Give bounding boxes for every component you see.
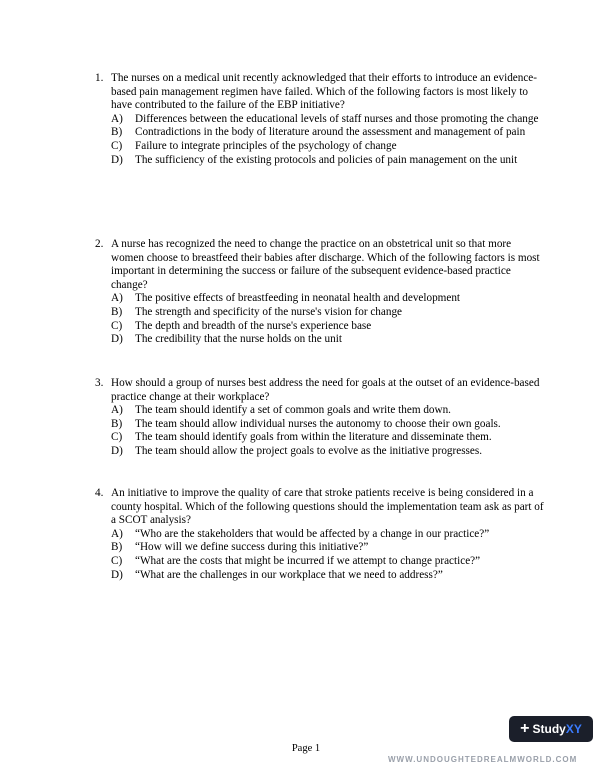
answer-options: [95, 292, 545, 346]
badge-text: Study: [532, 722, 566, 736]
option-b: [95, 541, 545, 555]
option-text: Contradictions in the body of literature around the assessment and management of pain: [135, 126, 526, 139]
option-letter: D): [111, 444, 123, 457]
option-letter: C): [111, 554, 123, 567]
option-text: The team should allow individual nurses the autonomy to choose their own goals.: [135, 417, 501, 430]
option-text: Failure to integrate principles of the psychology of change: [135, 139, 397, 152]
option-letter: B): [111, 305, 123, 318]
option-text: The credibility that the nurse holds on the unit: [135, 333, 342, 346]
answer-options: [95, 528, 545, 582]
option-text: “How will we define success during this initiative?”: [135, 541, 369, 554]
option-letter: A): [111, 292, 123, 305]
question-text: How should a group of nurses best address the need for goals at the outset of an evidence-based practice change at their workplace?: [111, 377, 540, 403]
option-b: [95, 306, 545, 320]
option-letter: C): [111, 319, 123, 332]
question-text: The nurses on a medical unit recently acknowledged that their efforts to introduce an evidence-based pain management regimen have failed. Which of the following factors is most likely to have contributed to the failure of the EBP initiative?: [111, 72, 537, 112]
option-text: The team should allow the project goals to evolve as the initiative progresses.: [135, 444, 483, 457]
option-d: [95, 445, 545, 459]
question-text: A nurse has recognized the need to change the practice on an obstetrical unit so that more women choose to breastfeed their babies after discharge. Which of the following factors is most important in determining the success or failure of the subsequent evidence-based practice change?: [111, 238, 540, 291]
option-text: “What are the challenges in our workplace that we need to address?”: [135, 568, 443, 581]
option-text: The strength and specificity of the nurse's vision for change: [135, 305, 403, 318]
option-c: [95, 431, 545, 445]
option-letter: C): [111, 431, 123, 444]
option-c: [95, 320, 545, 334]
option-a: [95, 292, 545, 306]
option-a: [95, 528, 545, 542]
plus-icon: +: [520, 720, 530, 737]
answer-options: [95, 113, 545, 167]
question-number: 1.: [95, 72, 104, 84]
badge-text-accent: XY: [565, 722, 582, 736]
option-b: [95, 126, 545, 140]
option-letter: D): [111, 568, 123, 581]
option-a: [95, 113, 545, 127]
option-letter: A): [111, 112, 123, 125]
option-d: [95, 154, 545, 168]
option-letter: C): [111, 139, 123, 152]
question-stem: [95, 487, 545, 528]
page-number: Page 1: [291, 743, 321, 754]
option-text: The positive effects of breastfeeding in neonatal health and development: [135, 292, 461, 305]
option-c: [95, 140, 545, 154]
option-text: The depth and breadth of the nurse's experience base: [135, 319, 372, 332]
option-letter: B): [111, 541, 123, 554]
option-text: The team should identify a set of common goals and write them down.: [135, 404, 451, 417]
question-stem: [95, 72, 545, 113]
option-d: [95, 569, 545, 583]
question-number: 2.: [95, 238, 104, 250]
studyxy-badge[interactable]: [509, 716, 593, 742]
option-letter: D): [111, 153, 123, 166]
option-letter: D): [111, 333, 123, 346]
option-text: Differences between the educational levels of staff nurses and those promoting the change: [135, 112, 539, 125]
watermark-text: WWW.UNDOUGHTEDREALMWORLD.COM: [388, 755, 578, 762]
answer-options: [95, 404, 545, 458]
question-2: [95, 238, 545, 347]
question-stem: [95, 238, 545, 292]
question-number: 4.: [95, 487, 104, 499]
option-letter: B): [111, 126, 123, 139]
option-letter: A): [111, 404, 123, 417]
question-stem: [95, 377, 545, 404]
option-letter: A): [111, 527, 123, 540]
option-b: [95, 418, 545, 432]
option-text: “What are the costs that might be incurred if we attempt to change practice?”: [135, 554, 481, 567]
option-text: The sufficiency of the existing protocols and policies of pain management on the unit: [135, 153, 518, 166]
option-letter: B): [111, 417, 123, 430]
question-4: [95, 487, 545, 582]
option-d: [95, 333, 545, 347]
question-text: An initiative to improve the quality of care that stroke patients receive is being considered in a county hospital. Which of the following questions should the implementation team ask as part of a SCOT analysis?: [111, 487, 544, 527]
option-c: [95, 555, 545, 569]
option-a: [95, 404, 545, 418]
question-3: [95, 377, 545, 459]
question-number: 3.: [95, 377, 104, 389]
option-text: “Who are the stakeholders that would be affected by a change in our practice?”: [135, 527, 490, 540]
option-text: The team should identify goals from within the literature and disseminate them.: [135, 431, 492, 444]
question-1: [95, 72, 545, 167]
